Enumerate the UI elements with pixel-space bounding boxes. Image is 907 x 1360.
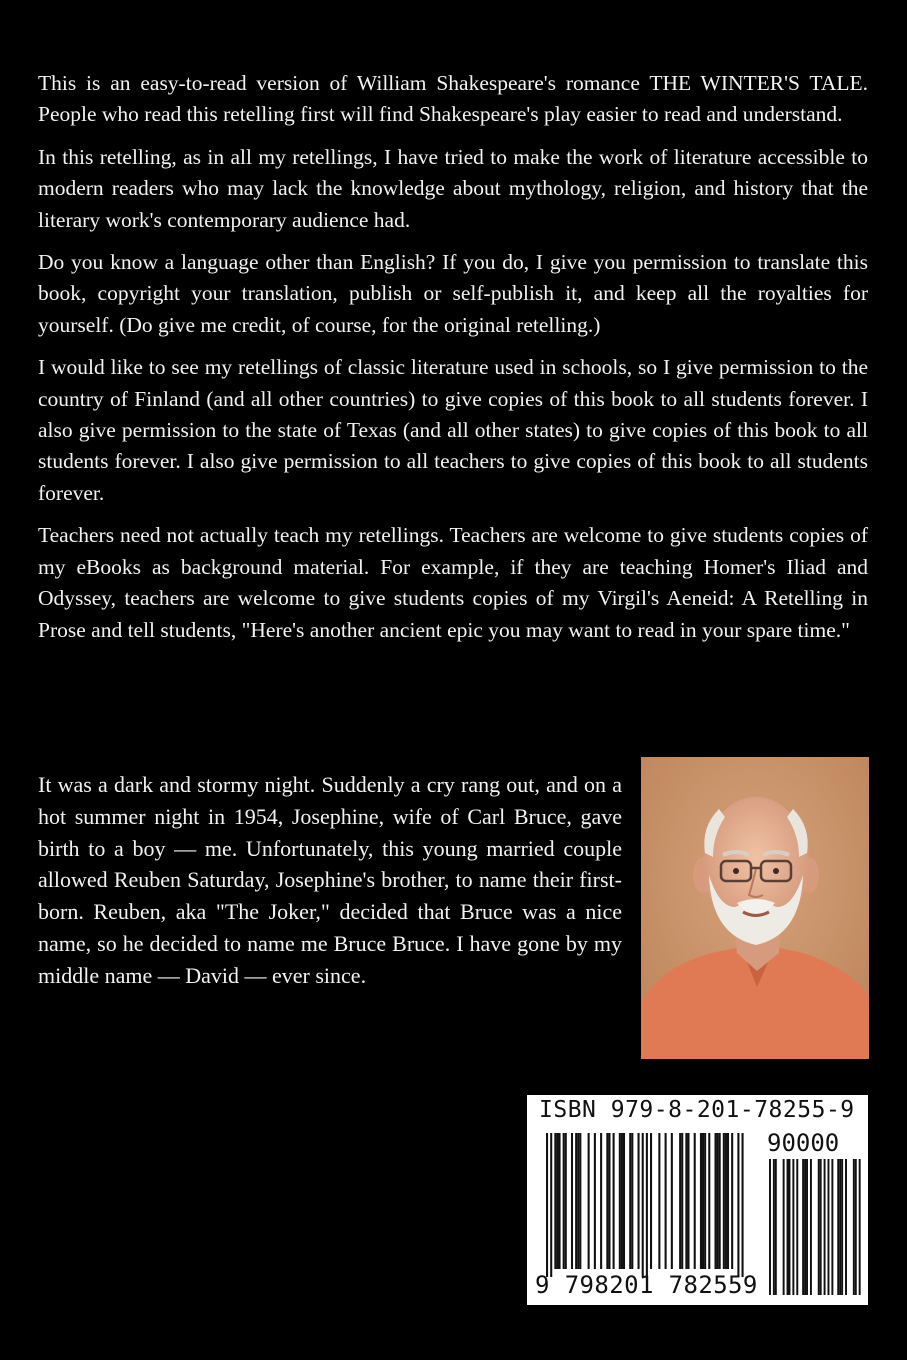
isbn-barcode [527, 1095, 868, 1305]
barcode-bar [700, 1133, 702, 1269]
barcode-bar [621, 1133, 623, 1269]
book-description [38, 68, 868, 657]
description-paragraph-1: This is an easy-to-read version of William Shakespeare's romance THE WINTER'S TALE. People who read this retelling first will find Shakespeare's play easier to read and understand. [38, 71, 868, 127]
addon-bar [783, 1159, 785, 1295]
barcode-bar [571, 1133, 573, 1269]
addon-bar [792, 1159, 794, 1295]
barcode-bar [550, 1133, 552, 1277]
barcode-bar [679, 1133, 681, 1269]
barcode-bar [717, 1133, 719, 1269]
barcode-bar [558, 1133, 560, 1269]
addon-bar [787, 1159, 789, 1295]
barcode-bar [579, 1133, 581, 1269]
author-bio-text: It was a dark and stormy night. Suddenly a cry rang out, and on a hot summer night in 1954, Josephine, wife of Carl Bruce, gave birth to a boy — me. Unfortunately, this young married couple allowed Reuben Saturday, Josephine's brother, to name their first-born. Reuben, aka "The Joker," decided that Bruce was a nice name, so he decided to name me Bruce Bruce. I have gone by my middle name — David — ever since. [38, 772, 622, 988]
barcode-bar [708, 1133, 710, 1269]
addon-bar [789, 1159, 791, 1295]
barcode-bar [588, 1133, 590, 1269]
barcode-bar [694, 1133, 696, 1269]
barcode-bar [565, 1133, 567, 1269]
isbn-label: ISBN 979-8-201-78255-9 [539, 1097, 855, 1123]
barcode-bar [600, 1133, 602, 1269]
barcode-bar [687, 1133, 689, 1269]
barcode-bar [723, 1133, 725, 1269]
barcode-bar [619, 1133, 621, 1269]
barcode-bar [731, 1133, 733, 1269]
description-paragraph-4: I would like to see my retellings of classic literature used in schools, so I give permission to the country of Finland (and all other countries) to give copies of this book to all students forever. I also give permission to the state of Texas (and all other states) to give copies of this book to all students forever. I also give permission to all teachers to give copies of this book to all students forever. [38, 355, 868, 505]
addon-bar [818, 1159, 820, 1295]
addon-bar [859, 1159, 861, 1295]
barcode-bar [556, 1133, 558, 1269]
barcode-bar [631, 1133, 633, 1269]
barcode-bar [704, 1133, 706, 1269]
description-paragraph-3: Do you know a language other than English? If you do, I give you permission to translate this book, copyright your translation, publish or self-publish it, and keep all the royalties for yourself. (Do give me credit, of course, for the original retelling.) [38, 250, 868, 337]
barcode-bar [737, 1133, 739, 1277]
barcode-bar [742, 1133, 744, 1277]
addon-bar [775, 1159, 777, 1295]
addon-bar [855, 1159, 857, 1295]
author-bio [38, 769, 622, 992]
barcode-bar [725, 1133, 727, 1269]
addon-bar [810, 1159, 812, 1295]
addon-bar [841, 1159, 843, 1295]
barcode-bar [638, 1133, 640, 1269]
barcode-bar [646, 1133, 648, 1277]
barcode-bar [629, 1133, 631, 1269]
addon-bar [853, 1159, 855, 1295]
addon-bar [802, 1159, 804, 1295]
addon-bar [839, 1159, 841, 1295]
addon-bar [773, 1159, 775, 1295]
barcode-bar [546, 1133, 548, 1277]
barcode-bar [554, 1133, 556, 1269]
description-paragraph-2: In this retelling, as in all my retellings, I have tried to make the work of literature accessible to modern readers who may lack the knowledge about mythology, religion, and history that the literary work's contemporary audience had. [38, 144, 868, 232]
barcode-bar [719, 1133, 721, 1269]
author-portrait-illustration [641, 757, 869, 1059]
addon-bar [824, 1159, 826, 1295]
barcode-bar [608, 1133, 610, 1269]
barcode-bar [650, 1133, 652, 1269]
addon-bar [796, 1159, 798, 1295]
barcode-bar [575, 1133, 577, 1269]
barcode-bar [665, 1133, 667, 1269]
barcode-bar [658, 1133, 660, 1269]
addon-bar [828, 1159, 830, 1295]
barcode-bar [623, 1133, 625, 1269]
addon-bar [769, 1159, 771, 1295]
barcode-bar [594, 1133, 596, 1269]
barcode-bar [606, 1133, 608, 1269]
barcode-bar [577, 1133, 579, 1269]
description-paragraph-5: Teachers need not actually teach my retellings. Teachers are welcome to give students copies of my eBooks as background material. For example, if they are teaching Homer's Iliad and Odyssey, teachers are welcome to give students copies of my Virgil's Aeneid: A Retelling in Prose and tell students, "Here's another ancient epic you may want to read in your spare time." [38, 523, 868, 642]
barcode-bar [714, 1133, 716, 1269]
addon-bar [804, 1159, 806, 1295]
barcode-bar [685, 1133, 687, 1269]
barcode-bar [681, 1133, 683, 1269]
addon-bar [837, 1159, 839, 1295]
addon-bar [831, 1159, 833, 1295]
price-code: 90000 [767, 1129, 840, 1157]
barcode-bar [671, 1133, 673, 1269]
barcode-bar [563, 1133, 565, 1269]
author-photo [641, 757, 869, 1059]
barcode-bar [642, 1133, 644, 1277]
addon-bar [845, 1159, 847, 1295]
barcode-bar [702, 1133, 704, 1269]
barcode-bar [613, 1133, 615, 1269]
barcode-digits: 9 798201 782559 [535, 1271, 758, 1299]
barcode-bar [727, 1133, 729, 1269]
addon-bar [820, 1159, 822, 1295]
addon-bar [806, 1159, 808, 1295]
